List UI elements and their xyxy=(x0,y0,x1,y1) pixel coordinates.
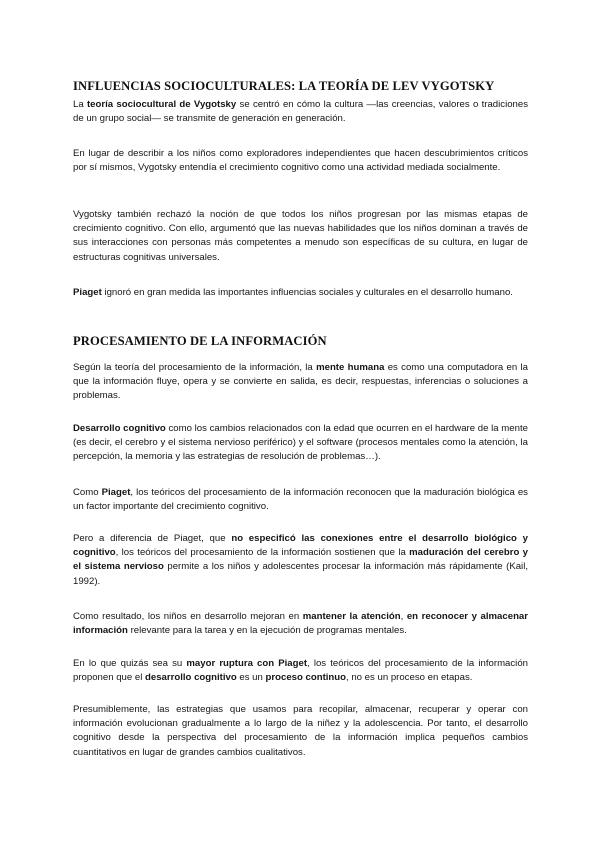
paragraph-vygotsky-etapas: Vygotsky también rechazó la noción de que todos los niños progresan por las mismas etapas de crecimiento cognitivo. Con ello, argumentó que las nuevas habilidades que los niños dominan a través de sus interacciones con personas más competentes a menudo son específicas de su cultura, en lugar de estructuras cognitivas universales. xyxy=(73,209,528,263)
bold-term: Piaget xyxy=(73,287,102,298)
paragraph-vygotsky-intro xyxy=(73,98,528,126)
text-run: , los teóricos del procesamiento de la información proponen que el xyxy=(73,658,528,684)
paragraph-diferencia-piaget xyxy=(73,532,528,589)
text-run: es un xyxy=(236,672,266,684)
bold-term: desarrollo cognitivo xyxy=(145,672,237,684)
text-run: es como una computadora en la que la información fluye, opera y se convierte en salida, es decir, respuestas, inferencias o soluciones a problemas. xyxy=(73,362,528,402)
text-run: relevante para la tarea y en la ejecución de programas mentales. xyxy=(127,625,407,637)
bold-term: proceso continuo xyxy=(265,672,347,684)
text-run: En lo que quizás sea su xyxy=(73,658,187,669)
paragraph-desarrollo-cognitivo xyxy=(73,422,528,465)
text-run: como los cambios relacionados con la edad que ocurren en el hardware de la mente (es decir, el cerebro y el sistema nervioso periférico) y el software (procesos mentales como la atención, la percepción, la memoria y las estrategias de resolución de problemas…). xyxy=(73,423,528,463)
text-run: , los teóricos del procesamiento de la información reconocen que la maduración biológica es un factor importante del crecimiento cognitivo. xyxy=(73,487,528,513)
bold-term: mantener la atención xyxy=(302,611,401,622)
paragraph-maduracion-biologica xyxy=(73,486,528,514)
section-heading-socioculturales: INFLUENCIAS SOCIOCULTURALES: LA TEORÍA DE LEV VYGOTSKY xyxy=(73,79,495,93)
bold-term: mente humana xyxy=(316,362,385,373)
text-run: , no es un proceso en etapas. xyxy=(346,672,473,684)
paragraph-cambios-cuantitativos: Presumiblemente, las estrategias que usamos para recopilar, almacenar, recuperar y operar con información evolucionan gradualmente a lo largo de la niñez y la adolescencia. Por tanto, el desarrollo cognitivo desde la perspectiva del procesamiento de la información implica pequeños cambios cuantitativos en lugar de grandes cambios cualitativos. xyxy=(73,704,528,758)
text-run: permite a los niños y adolescentes procesar la información más rápidamente (Kail, 1992). xyxy=(73,561,528,587)
text-run: , xyxy=(400,611,407,622)
bold-term: maduración del cerebro y el sistema nervioso xyxy=(73,547,529,573)
paragraph-crecimiento-social: En lugar de describir a los niños como exploradores independientes que hacen descubrimientos críticos por sí mismos, Vygotsky entendía el crecimiento cognitivo como una actividad mediada socialmente. xyxy=(73,148,528,174)
text-run: , los teóricos del procesamiento de la información sostienen que la xyxy=(115,547,410,559)
text-run: se centró en cómo la cultura —las creencias, valores o tradiciones de un grupo social— se transmite de generación en generación. xyxy=(73,99,529,125)
bold-term: Desarrollo cognitivo xyxy=(73,423,166,434)
bold-term: teoría sociocultural de Vygotsky xyxy=(86,99,237,110)
text-run: La xyxy=(73,99,87,110)
bold-term: mayor ruptura con Piaget xyxy=(186,658,308,669)
text-run: Como xyxy=(73,487,102,498)
paragraph-mejoras-atencion xyxy=(73,610,528,638)
bold-term: en reconocer y almacenar información xyxy=(73,611,528,637)
text-run: ignoró en gran medida las importantes influencias sociales y culturales en el desarrollo humano. xyxy=(101,287,513,298)
section-heading-procesamiento: PROCESAMIENTO DE LA INFORMACIÓN xyxy=(73,334,327,348)
paragraph-ruptura-piaget xyxy=(73,657,528,685)
bold-term: Piaget xyxy=(101,487,131,498)
text-run: Según la teoría del procesamiento de la información, la xyxy=(73,362,317,373)
text-run: Como resultado, los niños en desarrollo mejoran en xyxy=(73,611,303,622)
paragraph-mente-computadora xyxy=(73,361,528,404)
bold-term: no especificó las conexiones entre el desarrollo biológico y cognitivo xyxy=(73,533,529,559)
text-run: Pero a diferencia de Piaget, que xyxy=(73,533,232,544)
paragraph-piaget-influencias xyxy=(73,286,528,300)
